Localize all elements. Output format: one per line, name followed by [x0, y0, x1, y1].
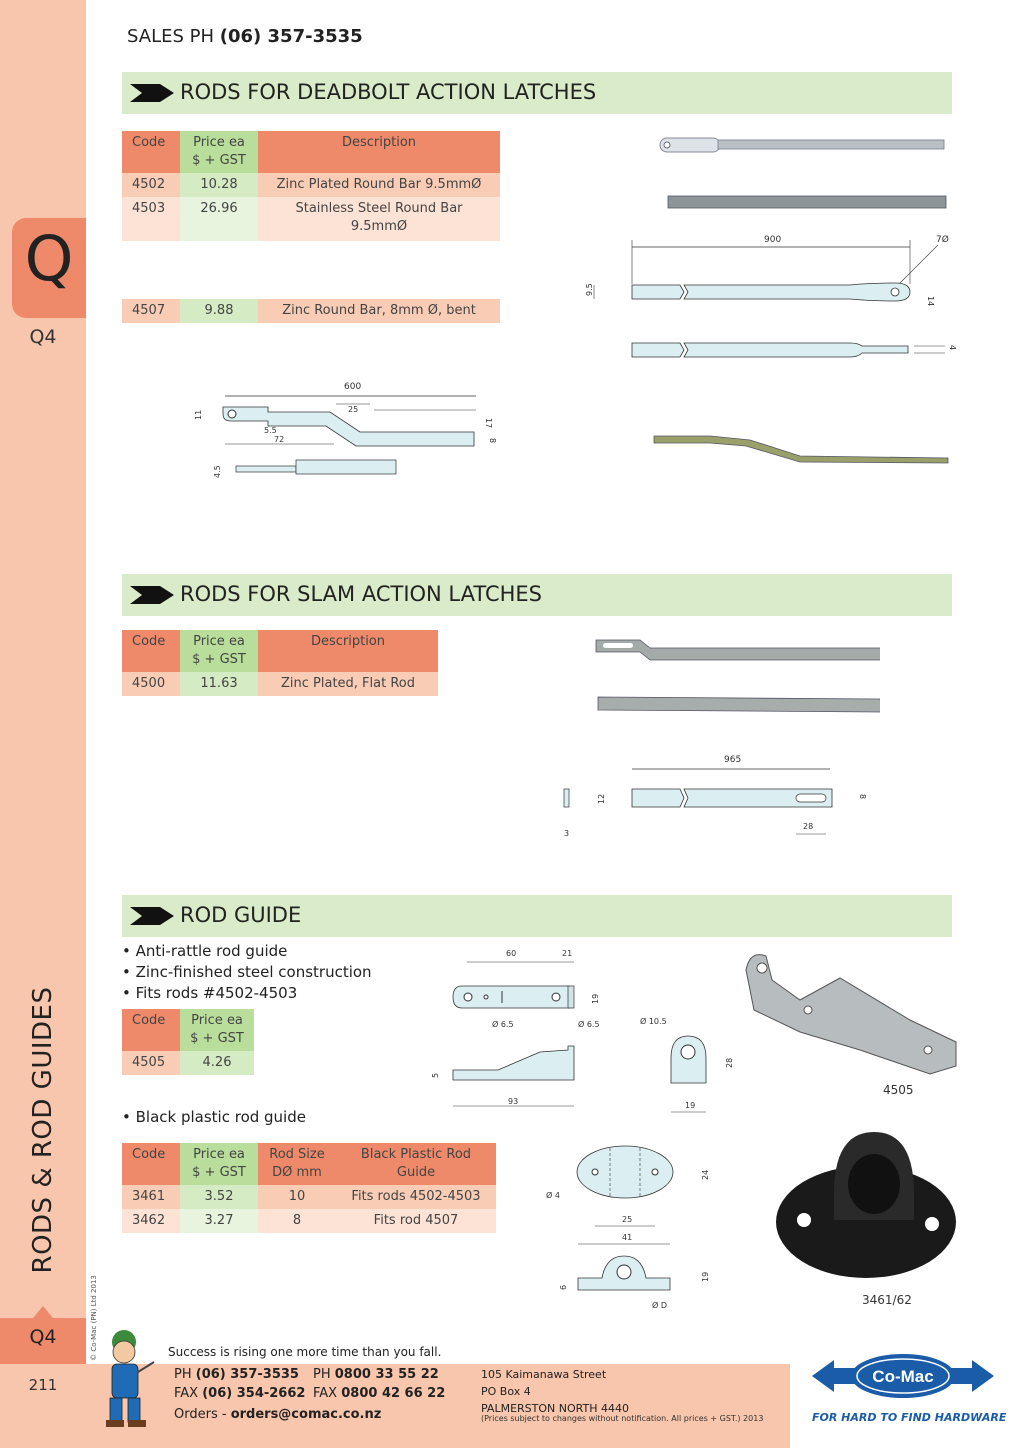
- cell-code: 3462: [122, 1209, 180, 1233]
- dim-8: 8: [858, 794, 867, 800]
- address-line: PO Box 4: [481, 1385, 531, 1398]
- dim-5-5: 5.5: [264, 426, 277, 435]
- dim-21: 21: [562, 949, 573, 958]
- table-row: [122, 1051, 254, 1075]
- cell-description: Zinc Round Bar, 8mm Ø, bent: [258, 299, 500, 323]
- dim-72: 72: [274, 435, 285, 444]
- dim-28: 28: [803, 822, 814, 831]
- cell-code: 3461: [122, 1185, 180, 1209]
- slam-rod-drawings: [540, 630, 880, 840]
- arrow-icon: [130, 84, 174, 102]
- footer-motto: Success is rising one more time than you fall.: [168, 1345, 442, 1359]
- dim-9-5: 9.5: [585, 283, 594, 296]
- arrow-icon: [130, 586, 174, 604]
- section-code-top: Q4: [29, 326, 57, 348]
- sales-phone-header: [127, 26, 363, 47]
- cell-price: 10.28: [180, 173, 258, 197]
- ph-value: (06) 357-3535: [195, 1367, 299, 1382]
- photo-label-plastic: 3461/62: [862, 1293, 912, 1307]
- dim-600: 600: [344, 382, 362, 392]
- dim-17: 17: [484, 418, 493, 429]
- col-header-guide: Black Plastic Rod Guide: [336, 1143, 496, 1185]
- copyright: © Co-Mac (PN) Ltd 2013: [90, 1275, 98, 1361]
- fax-label: FAX: [174, 1386, 199, 1401]
- col-header-code: Code: [122, 1009, 180, 1051]
- dim-3: 3: [564, 829, 570, 838]
- price-table-guide-plastic: [122, 1143, 496, 1233]
- guide-bullets: [122, 941, 372, 1004]
- footer-address: [481, 1366, 629, 1417]
- dim-19b: 19: [685, 1101, 696, 1110]
- price-table-4507: [122, 299, 500, 323]
- table-row: [122, 672, 438, 696]
- dim-hole-1: Ø 6.5: [492, 1020, 514, 1029]
- address-line: 105 Kaimanawa Street: [481, 1368, 607, 1381]
- dim-28: 28: [725, 1057, 734, 1068]
- dim-4-5: 4.5: [213, 465, 222, 478]
- cell-description: Zinc Plated Round Bar 9.5mmØ: [258, 173, 500, 197]
- photo-label-metal: 4505: [883, 1083, 914, 1097]
- dim-900: 900: [764, 235, 782, 245]
- section-title-slam: RODS FOR SLAM ACTION LATCHES: [180, 582, 543, 606]
- col-header-description: Description: [258, 630, 438, 672]
- orders-label: Orders -: [174, 1407, 227, 1422]
- address-line: PALMERSTON NORTH 4440: [481, 1402, 629, 1415]
- cell-price: 3.52: [180, 1185, 258, 1209]
- section-bar-guide: [122, 895, 952, 937]
- col-header-code: Code: [122, 1143, 180, 1185]
- col-header-code: Code: [122, 630, 180, 672]
- price-table-slam: [122, 630, 438, 696]
- cell-code: 4505: [122, 1051, 180, 1075]
- section-title-deadbolt: RODS FOR DEADBOLT ACTION LATCHES: [180, 80, 597, 104]
- dim-25: 25: [622, 1215, 633, 1224]
- section-title-guide: ROD GUIDE: [180, 903, 302, 927]
- sales-label: SALES PH: [127, 26, 215, 47]
- footer-fax-freephone: [313, 1386, 445, 1401]
- col-header-description: Description: [258, 131, 500, 173]
- cell-price: 9.88: [180, 299, 258, 323]
- section-letter: Q: [24, 222, 74, 295]
- dim-93: 93: [508, 1097, 519, 1106]
- comac-logo: [812, 1352, 994, 1400]
- dim-8: 8: [488, 438, 497, 444]
- footer-tagline: FOR HARD TO FIND HARDWARE: [812, 1411, 1007, 1424]
- dim-19: 19: [591, 993, 600, 1004]
- orders-email[interactable]: orders@comac.co.nz: [230, 1407, 382, 1422]
- cell-code: 4503: [122, 197, 180, 241]
- dim-41: 41: [622, 1233, 633, 1242]
- footer-orders: [174, 1407, 381, 1422]
- cell-code: 4502: [122, 173, 180, 197]
- cell-code: 4500: [122, 672, 180, 696]
- dim-60: 60: [506, 949, 517, 958]
- footer-phone-freephone: [313, 1367, 439, 1382]
- dim-11: 11: [194, 409, 203, 420]
- metal-guide-photo: [740, 950, 962, 1082]
- col-header-price: Price ea $ + GST: [180, 1143, 258, 1185]
- col-header-price: Price ea $ + GST: [180, 131, 258, 173]
- fax2-value: 0800 42 66 22: [341, 1386, 446, 1401]
- bullet-item: • Zinc-finished steel construction: [122, 963, 372, 981]
- table-row: [122, 1185, 496, 1209]
- footer-note: (Prices subject to changes without notification. All prices + GST.) 2013: [481, 1414, 764, 1423]
- fax2-label: FAX: [313, 1386, 338, 1401]
- section-bar-deadbolt: [122, 72, 952, 114]
- table-row: [122, 197, 500, 241]
- col-header-rod-size: Rod Size DØ mm: [258, 1143, 336, 1185]
- fax-value: (06) 354-2662: [202, 1386, 306, 1401]
- dim-965: 965: [724, 755, 742, 765]
- col-header-code: Code: [122, 131, 180, 173]
- bullet-item: • Anti-rattle rod guide: [122, 942, 288, 960]
- price-table-guide-metal: [122, 1009, 254, 1075]
- dim-24: 24: [701, 1169, 710, 1180]
- plastic-guide-drawings: [540, 1130, 740, 1315]
- dim-hole-4: Ø 4: [546, 1191, 560, 1200]
- cell-fits: Fits rods 4502-4503: [336, 1185, 496, 1209]
- table-row: [122, 173, 500, 197]
- metal-guide-drawings: [420, 940, 750, 1120]
- logo-text: Co-Mac: [872, 1367, 934, 1386]
- col-header-price: Price ea $ + GST: [180, 630, 258, 672]
- cell-price: 3.27: [180, 1209, 258, 1233]
- arrow-icon: [130, 907, 174, 925]
- dim-25: 25: [348, 405, 359, 414]
- sales-phone: (06) 357-3535: [219, 26, 363, 47]
- ph2-value: 0800 33 55 22: [334, 1367, 439, 1382]
- cell-price: 4.26: [180, 1051, 254, 1075]
- table-row: [122, 299, 500, 323]
- dim-hole-2: Ø 6.5: [578, 1020, 600, 1029]
- bent-rod-drawing: [190, 370, 510, 490]
- cell-description: Zinc Plated, Flat Rod: [258, 672, 438, 696]
- bullet-item: • Fits rods #4502-4503: [122, 984, 298, 1002]
- bent-rod-photo: [650, 428, 952, 468]
- cell-description: Stainless Steel Round Bar 9.5mmØ: [258, 197, 500, 241]
- cell-price: 26.96: [180, 197, 258, 241]
- dim-hole-d: Ø D: [652, 1301, 667, 1310]
- dim-14: 14: [926, 296, 935, 307]
- cell-code: 4507: [122, 299, 180, 323]
- section-bar-slam: [122, 574, 952, 616]
- footer-phone: [174, 1367, 299, 1382]
- plastic-guide-photo: [774, 1124, 964, 1284]
- section-code-bottom: Q4: [29, 1326, 57, 1348]
- price-table-deadbolt: [122, 131, 500, 241]
- page-number: 211: [28, 1376, 58, 1394]
- dim-4: 4: [948, 345, 957, 351]
- dim-12: 12: [597, 793, 606, 804]
- mascot-icon: [92, 1326, 162, 1430]
- dim-19: 19: [701, 1271, 710, 1282]
- cell-price: 11.63: [180, 672, 258, 696]
- dim-5: 5: [431, 1072, 440, 1078]
- col-header-price: Price ea $ + GST: [180, 1009, 254, 1051]
- cell-fits: Fits rod 4507: [336, 1209, 496, 1233]
- ph-label: PH: [174, 1367, 192, 1382]
- dim-hole: 7Ø: [936, 235, 949, 245]
- ph2-label: PH: [313, 1367, 331, 1382]
- bottom-tab-notch: [33, 1306, 53, 1318]
- footer-fax: [174, 1386, 305, 1401]
- bullet-plastic: • Black plastic rod guide: [122, 1108, 306, 1126]
- cell-rod-size: 10: [258, 1185, 336, 1209]
- table-row: [122, 1209, 496, 1233]
- deadbolt-rod-drawings: [560, 125, 960, 375]
- vertical-title: RODS & ROD GUIDES: [28, 986, 58, 1274]
- dim-hole-3: Ø 10.5: [640, 1017, 667, 1026]
- dim-6: 6: [559, 1284, 568, 1290]
- cell-rod-size: 8: [258, 1209, 336, 1233]
